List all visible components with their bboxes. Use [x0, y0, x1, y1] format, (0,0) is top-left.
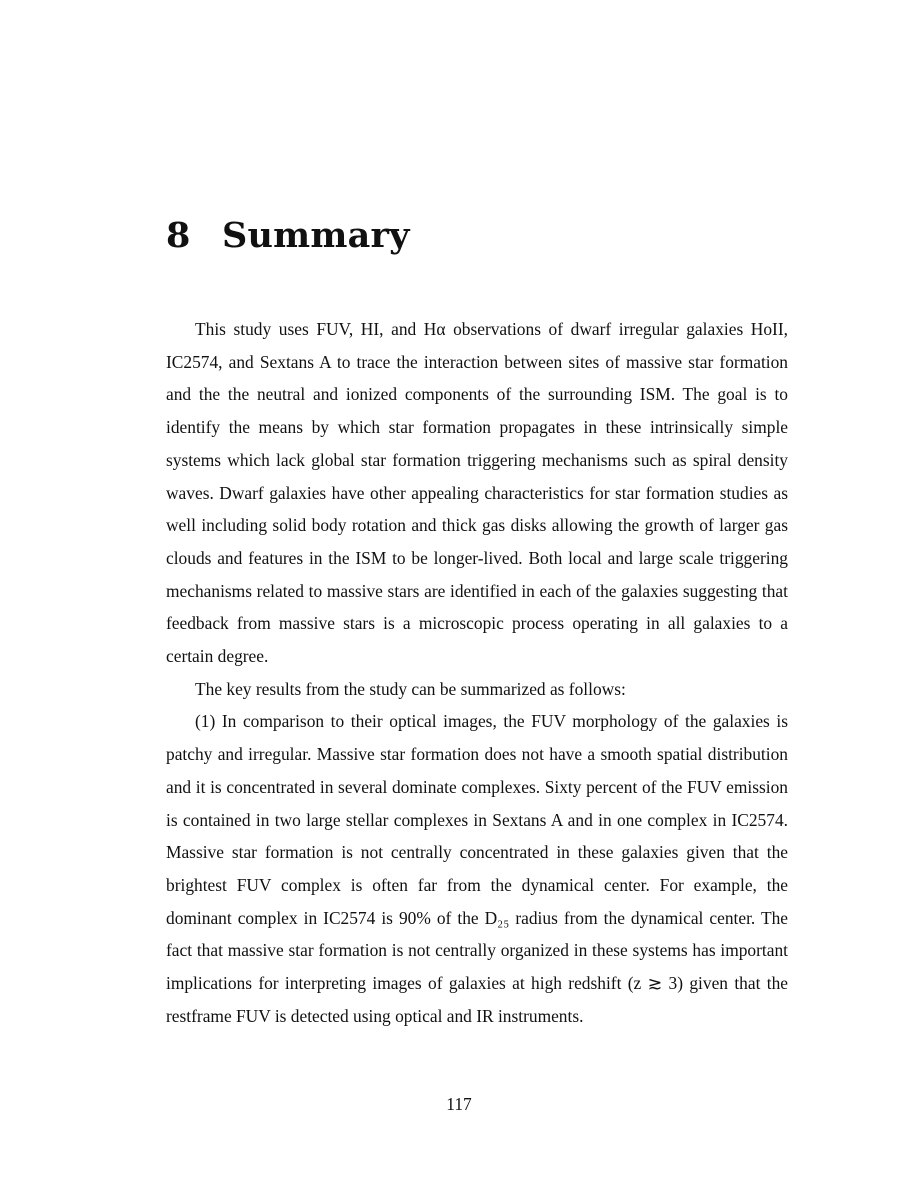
chapter-heading: [166, 208, 410, 264]
page-number: 117: [446, 1094, 472, 1114]
paragraph-intro: This study uses FUV, HI, and Hα observations of dwarf irregular galaxies HoII, IC2574, and Sextans A to trace the interaction between sites of massive star formation and the the neutral and ionized components of the surrounding ISM. The goal is to identify the means by which star formation propagates in these intrinsically simple systems which lack global star formation triggering mechanisms such as spiral density waves. Dwarf galaxies have other appealing characteristics for star formation studies as well including solid body rotation and thick gas disks allowing the growth of larger gas clouds and features in the ISM to be longer-lived. Both local and large scale triggering mechanisms related to massive stars are identified in each of the galaxies suggesting that feedback from massive stars is a microscopic process operating in all galaxies to a certain degree.: [166, 319, 788, 667]
paragraph-key-results: The key results from the study can be summarized as follows:: [195, 678, 626, 699]
chapter-number: 8: [166, 215, 191, 256]
body-text: [166, 313, 788, 1032]
paragraph-result-1: (1) In comparison to their optical images, the FUV morphology of the galaxies is patchy and irregular. Massive star formation does not have a smooth spatial distribution and it is concentrated in several dominate complexes. Sixty percent of the FUV emission is contained in two large stellar complexes in Sextans A and in one complex in IC2574. Massive star formation is not centrally concentrated in these galaxies given that the brightest FUV complex is often far from the dynamical center. For example, the dominant complex in IC2574 is 90% of the D₂₅ radius from the dynamical center. The fact that massive star formation is not centrally organized in these systems has important implications for interpreting images of galaxies at high redshift (z ≳ 3) given that the restframe FUV is detected using optical and IR instruments.: [166, 711, 788, 1026]
chapter-title: Summary: [222, 215, 410, 256]
